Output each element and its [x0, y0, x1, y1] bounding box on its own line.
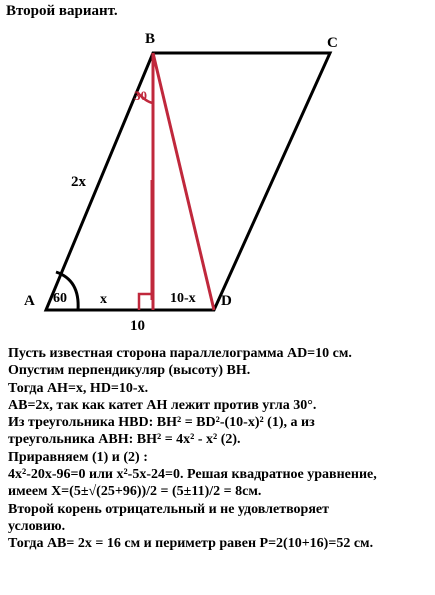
diagonal-bd [153, 53, 214, 310]
side-ab-label: 2x [71, 174, 86, 190]
solution-line: треугольника ABH: BH² = 4x² - x² (2). [8, 432, 241, 448]
vertex-a-label: A [24, 293, 35, 309]
solution-line: AB=2x, так как катет AH лежит против угла 30°. [8, 397, 317, 413]
solution-line: условию. [8, 518, 66, 534]
solution-line: Приравняем (1) и (2) : [8, 449, 148, 465]
solution-line: Второй корень отрицательный и не удовлетворяет [8, 501, 330, 517]
solution-line: Тогда AB= 2x = 16 см и периметр равен P=2(10+16)=52 см. [8, 536, 374, 552]
solution-line: имеем X=(5±√(25+96))/2 = (5±11)/2 = 8см. [8, 484, 262, 500]
angle-b-label: 30 [134, 88, 147, 103]
solution-line: Пусть известная сторона параллелограмма AD=10 см. [8, 346, 352, 361]
vertex-d-label: D [221, 293, 232, 309]
solution-line: Опустим перпендикуляр (высоту) BH. [8, 363, 251, 379]
parallelogram-abcd [46, 53, 330, 310]
segment-hd-label: 10-x [170, 291, 196, 306]
solution-line: Тогда AH=x, HD=10-x. [8, 380, 149, 396]
solution-text [8, 345, 433, 553]
vertex-b-label: B [145, 31, 156, 47]
page-title: Второй вариант. [6, 3, 118, 19]
vertex-c-label: C [327, 35, 338, 51]
solution-line: Из треугольника HBD: BH² = BD²-(10-x)² (1), а из [8, 415, 315, 431]
solution-line: 4x²-20x-96=0 или x²-5x-24=0. Решая квадратное уравнение, [8, 467, 377, 483]
angle-a-label: 60 [53, 291, 67, 306]
segment-ah-label: x [100, 292, 107, 307]
base-ad-label: 10 [130, 318, 145, 334]
